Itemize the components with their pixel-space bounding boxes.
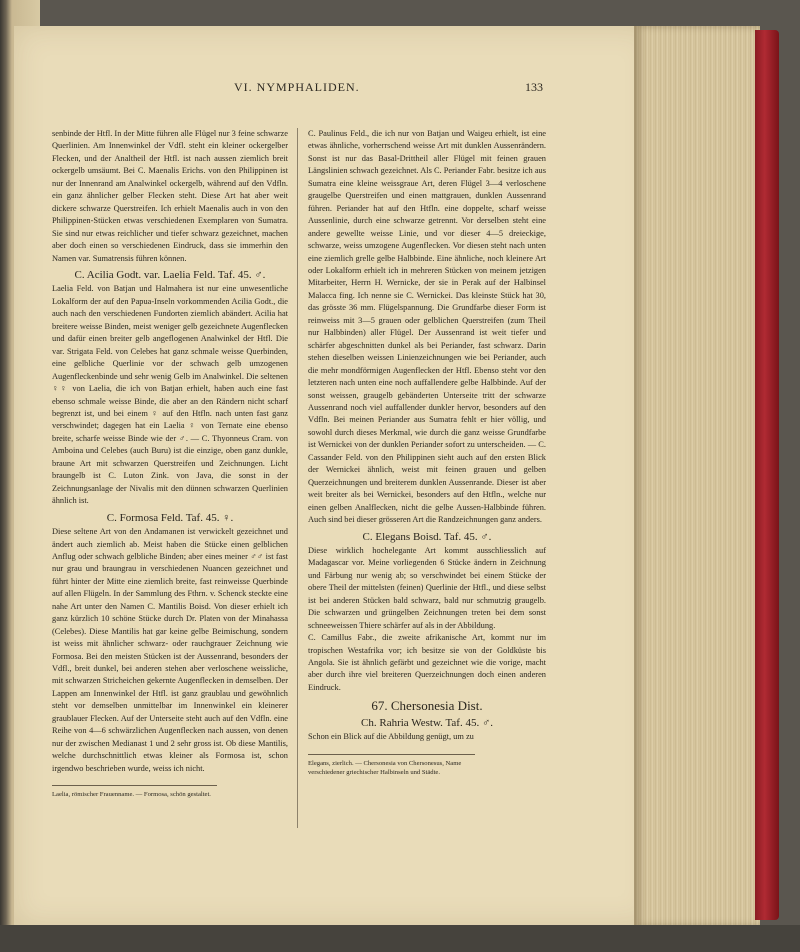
book-cover-edge bbox=[755, 30, 779, 920]
paragraph: Diese wirklich hochelegante Art kommt ausschliesslich auf Madagascar vor. Meine vorliegenden 6 Stücke ändern in Zeichnung und Färbung nur wenig ab; so verschwindet bei einem Stücke der obere Theil der mittelsten (feinen) Querlinie der Htfl., und diese selbst ist bei anderen Stücken bald schwarz, bald nur schmutzig graugelb. Die schwarzen und grüngelben Zeichnungen treten bei dem sonst schneeweissen Thiere schärfer auf als in der Abbildung. bbox=[308, 545, 546, 630]
paragraph: Schon ein Blick auf die Abbildung genügt, um zu bbox=[308, 732, 474, 742]
paragraph: Diese seltene Art von den Andamanen ist verwickelt gezeichnet und ändert auch ziemlich ab. Meist haben die Stücke einen gelblichen Anflug oder schwach gelbliche Binden; aber eines meiner ♂♂ ist fast nur grau und braungrau in verschiedenen Nuancen gezeichnet und führt hinter der Mitte eine ziemlich breite, fast reinweisse Querbinde auf allen Flügeln. In der Sammlung des Fthrn. v. Schenck steckte eine nahe Art unter den Namen C. Mantilis Boisd. Von dieser erhielt ich ganz kürzlich 10 schöne Stücke durch Dr. Platen von der Minahassa (Celebes). Diese Mantilis hat gar keine gelbe Beimischung, sondern ist weiss mit ähnlicher schwarz- oder rauchgrauer Zeichnung wie Formosa. Bei den meisten Stücken ist der Aussenrand, besonders der Vdfl., breit dunkel, bei anderen stehen aber verloschene weissliche, mit schwarzen Stricheichen gekernte Augenflecken in demselben. Der Lappen am Innenwinkel der Htfl. ist ganz graublau und gewöhnlich steht vor demselben unmittelbar im Innenwinkel ein kleinerer graublauer Flecken. Auf der Unterseite steht auch auf den Vdfln. eine Reihe von 4—6 schwärzlichen Augenflecken nach aussen, von denen nur der zwischen Medianast 1 und 2 sehr gross ist. Ob diese Mantilis, welche durchschnittlich etwas kleiner als Formosa ist, schon irgendwo beschrieben wurde, weiss ich nicht. bbox=[52, 527, 288, 773]
paragraph: Laelia Feld. von Batjan und Halmahera ist nur eine unwesentliche Lokalform der auf den Papua-Inseln vorkommenden Acilia Godt., die auch nach den verschiedenen Fundorten ziemlich abändert. Acilia hat breitere weisse Binden, meist weniger gelb gezeichnete Augenflecken und dafür einen breiter gelb angeflogenen Analwinkel der Htfl. Die var. Strigata Feld. von Celebes hat ganz schmale weisse Querbinden, eine gelbliche Querlinie vor der schwach gelb umzogenen Augenfleckenbinde und sehr wenig Gelb im Analwinkel. Die seltenen ♀♀ von Laelia, die ich von Batjan erhielt, haben auch eine fast ebenso schmale weisse Binde, die aber an den Rändern nicht scharf begrenzt ist, und bei einem ♀ auf den Htfln. nach unten fast ganz verschwindet; dagegen hat ein Laelia ♀ von Ternate eine ebenso breite, scharfe weisse Binde wie der ♂. — C. Thyonneus Cram. von Amboina und Celebes (auch Buru) ist die einzige, oben ganz dunkle, braune Art mit schwarzen Querstreifen und Zeichnungen. Licht braungelb ist C. Luton Zink. von Java, die sonst in der Zeichnungsanlage der Nivalis mit den dünnen schwarzen Querlinien ähnlich ist. bbox=[52, 284, 288, 506]
footnote: Laelia, römischer Frauenname. — Formosa, schön gestaltet. bbox=[52, 785, 217, 800]
section-heading: C. Formosa Feld. Taf. 45. ♀. bbox=[106, 511, 234, 524]
left-text-column bbox=[52, 128, 288, 848]
section-heading: C. Acilia Godt. var. Laelia Feld. Taf. 45. ♂. bbox=[74, 268, 266, 281]
section-heading: C. Elegans Boisd. Taf. 45. ♂. bbox=[362, 530, 492, 543]
footnote: Elegans, zierlich. — Chersonesia von Chersonesus, Name verschiedener griechischer Halbinseln und Städte. bbox=[308, 754, 475, 778]
section-heading: Ch. Rahria Westw. Taf. 45. ♂. bbox=[361, 716, 493, 729]
column-divider bbox=[297, 128, 298, 828]
page-number: 133 bbox=[525, 80, 543, 94]
background-shadow bbox=[0, 925, 800, 952]
paragraph: C. Camillus Fabr., die zweite afrikanische Art, kommt nur im tropischen Westafrika vor; ich besitze sie von der Goldküste bis Angola. Sie ist ähnlich gefärbt und gezeichnet wie die vorige, macht aber durch ihre viel breiteren Querzeichnungen doch einen anderen Eindruck. bbox=[308, 633, 546, 692]
paragraph: senbinde der Htfl. In der Mitte führen alle Flügel nur 3 feine schwarze Querlinien. Am Innenwinkel der Vdfl. steht ein kleiner ockergelber Flecken, und der Analtheil der Htfl. ist nach aussen ziemlich breit ockergelb umsäumt. Bei C. Maenalis Erichs. von den Philippinen ist nur der Innenrand am Analwinkel ockergelb, während auf den Vdfln. ein ganz ähnlicher gelber Flecken steht. Diese Art hat aber weit dickere schwarze Querstreifen. Ich erhielt Maenalis auch in von den Philippinen-Stücken etwas verschiedenen Exemplaren von Sumatra. Sie sind nur etwas reichlicher und tiefer schwarz gezeichnet, machen aber doch einen so verschiedenen Eindruck, dass sie immerhin den Namen var. Sumatrensis führen können. bbox=[52, 129, 288, 263]
paragraph: C. Paulinus Feld., die ich nur von Batjan und Waigeu erhielt, ist eine etwas ähnliche, vorherrschend weisse Art mit dunklen Aussenrändern. Sonst ist nur das Basal-Drittheil aller Flügel mit feinen grauen Längslinien schwach gezeichnet. Als C. Periander Fabr. besitze ich aus Sumatra eine kleine weissgraue Art, deren Flügel 3—4 verloschene graugelbe Querstreifen und einen mattgrauen, dunklen Aussenrand führen. Periander hat auf den Htfln. eine doppelte, scharf weisse Aussenlinie, durch eine schwarze getrennt. Vor derselben steht eine andere gewellte weisse Linie, und vor dieser 4—5 dreieckige, schwarze, weiss umzogene Augenflecken. Vor diesen steht nach unten eine ziemlich grelle gelbe Halbbinde. Eine ähnliche, noch kleinere Art oder Lokalform erhielt ich in mehreren Stücken von meinem jetzigen Mitarbeiter, Herrn H. Wernicke, der sie in Perak auf der Halbinsel Malacca fing. Ich nenne sie C. Wernickei. Das kleinste Stück hat 30, das grösste 36 mm. Flügelspannung. Die Grundfarbe dieser Form ist reinweiss mit 3—5 grauen oder gelblichen Querstreifen (zum Theil nur Halbbinden) aller Flügel. Der Aussenrand ist weit tiefer und schärfer abgeschnitten dunkel als bei Periander, fast schwarz. Darin stehen dieselben weissen Linienzeichnungen wie bei Periander, auch die mehr mondförmigen Augenflecken der Htfl. Ebenso steht vor den letzteren nach unten eine noch auffallendere gelbe Halbbinde. Auf der sonst weissen, graugelb gebänderten Unterseite tritt der schwarze Aussenrand noch viel auffallender dunkler hervor, besonders auf den Vdfln. Bei meinen Periander aus Sumatra fehlt er hier völlig, und sowohl durch dieses Merkmal, wie durch die ganz weisse Grundfarbe ist Wernickei von der dunklen Periander sofort zu unterscheiden. — C. Cassander Feld. von den Philippinen sieht auch auf den ersten Blick der Wernickei ähnlich, weist mit feinen grauen und gelben Querzeichnungen und breiterem dunklen Aussenrande. Dieser ist aber weit breiter als bei Wernickei, besonders auf den Htfln., welche nur einen gelben Analflecken, nicht die gelbe Aussen-Halbbinde führen. Auch sind bei dieser grösseren Art die Randzeichnungen ganz anders. bbox=[308, 129, 546, 525]
right-text-column bbox=[308, 128, 546, 848]
section-title: VI. NYMPHALIDEN. bbox=[234, 80, 360, 94]
book-page-edges bbox=[634, 26, 760, 926]
section-heading: 67. Chersonesia Dist. bbox=[371, 698, 483, 714]
